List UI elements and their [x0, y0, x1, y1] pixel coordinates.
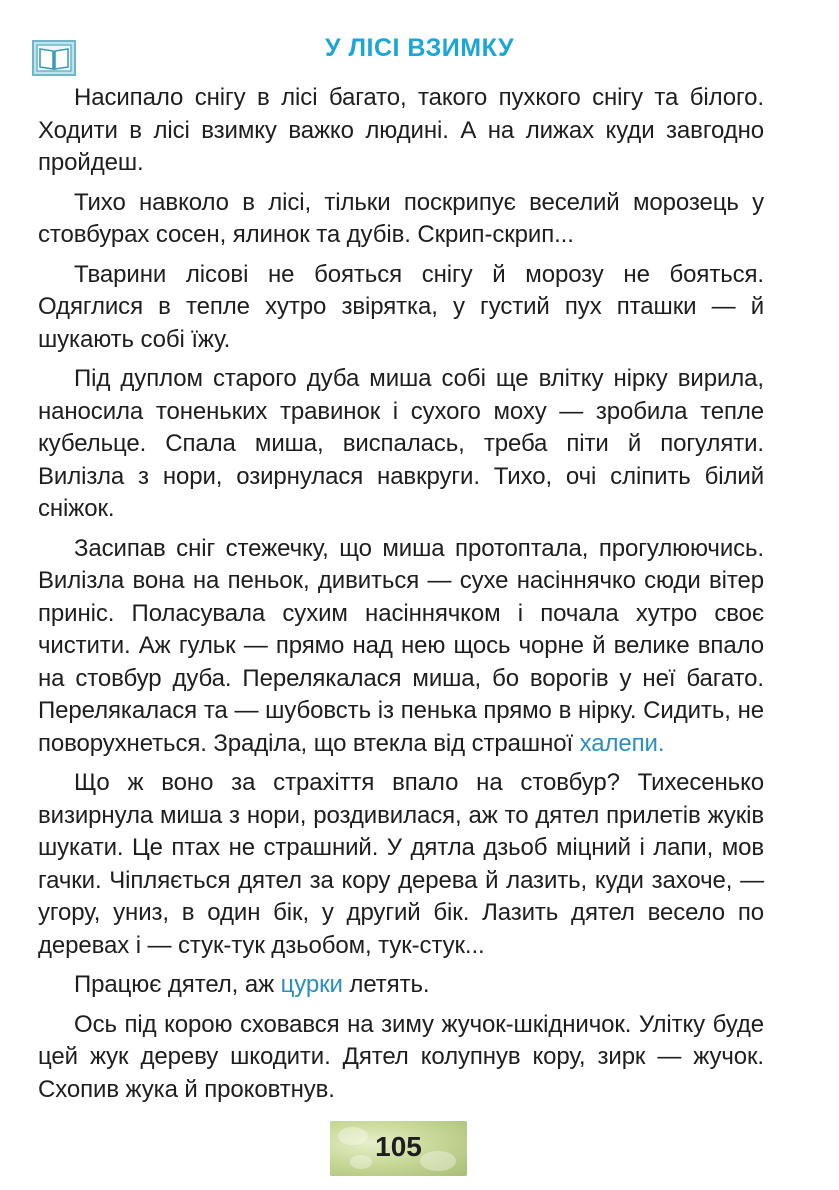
page-number: 105: [375, 1131, 422, 1162]
story-text: [38, 82, 764, 1113]
paragraph-7: Працює дятел, аж цурки летять.: [74, 971, 430, 998]
paragraph-4: Під дуплом старого дуба миша собі ще влітку нірку вирила, наносила тоненьких травинок і сухого моху — зробила тепле кубельце. Спала миша, виспалась, треба піти й погуляти. Вилізла з нори, озирнулася навкруги. Тихо, очі сліпить білий сніжок.: [38, 365, 764, 522]
paragraph-3: Тварини лісові не бояться снігу й морозу не бояться. Одяглися в тепле хутро звірятка, у густий пух пташки — й шукають собі їжу.: [38, 260, 764, 353]
page-number-badge: [330, 1121, 467, 1176]
paragraph-8: Ось під корою сховався на зиму жучок-шкідничок. Улітку буде цей жук дереву шкодити. Дятел колупнув кору, зирк — жучок. Схопив жука й проковтнув.: [38, 1010, 764, 1103]
paragraph-5: Засипав сніг стежечку, що миша протоптала, прогулюючись. Вилізла вона на пеньок, дивиться — сухе насіннячко сюди вітер приніс. Поласувала сухим насіннячком і почала хутро своє чистити. Аж гульк — прямо над нею щось чорне й велике впало на стовбур дуба. Перелякалася миша, бо ворогів у неї багато. Перелякалася та — шубовсть із пенька прямо в нірку. Сидить, не поворухнеться. Зраділа, що втекла від страшної халепи.: [38, 534, 764, 757]
highlighted-word: цурки: [280, 971, 343, 998]
paragraph-2: Тихо навколо в лісі, тільки поскрипує веселий морозець у стовбурах сосен, ялинок та дубів. Скрип-скрип...: [38, 188, 764, 248]
highlighted-word: халепи.: [579, 729, 665, 757]
page-title: У ЛІСІ ВЗИМКУ: [324, 34, 515, 62]
paragraph-6: Що ж воно за страхіття впало на стовбур? Тихесенько визирнула миша з нори, роздивилася, аж то дятел прилетів жуків шукати. Це птах не страшний. У дятла дзьоб міцний і лапи, мов гачки. Чіпляється дятел за кору дерева й лазить, куди захоче, — угору, униз, в один бік, у другий бік. Лазить дятел весело по деревах і — стук-тук дзьобом, тук-стук...: [38, 769, 764, 959]
paragraph-1: Насипало снігу в лісі багато, такого пухкого снігу та білого. Ходити в лісі взимку важко людині. А на лижах куди завгодно пройдеш.: [38, 84, 764, 176]
